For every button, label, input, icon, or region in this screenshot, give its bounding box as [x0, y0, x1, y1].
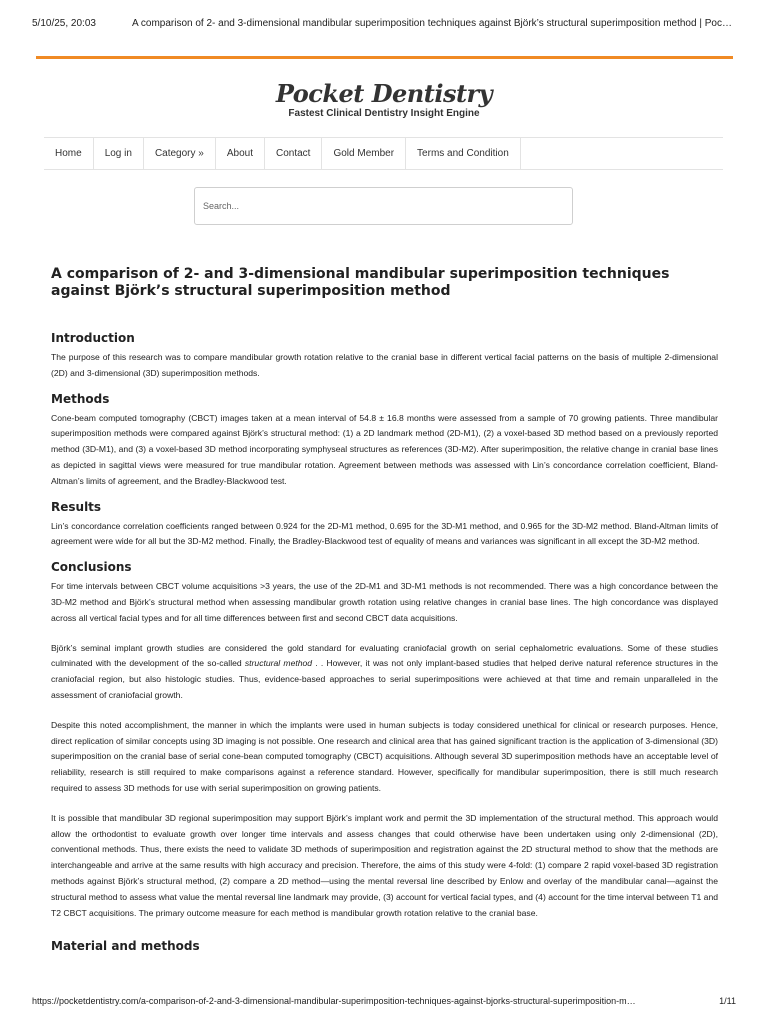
site-logo[interactable]	[0, 80, 768, 120]
materials-heading: Material and methods	[51, 939, 200, 954]
print-footer	[32, 996, 736, 1010]
para1-text-b: . . However, it was not only implant-based studies that helped derive natural reference structures in the craniofacial region, but also histologic studies. Thus, evidence-based approaches to serial superimpositions were achieved at that time and remain unparalleled in the assessment of craniofacial growth.	[51, 658, 718, 700]
body-paragraph-3: It is possible that mandibular 3D regional superimposition may support Björk’s implant work and permit the 3D implementation of the structural method. This approach would allow the orthodontist to evaluate growth over longer time intervals and assess changes that could otherwise have been undertaken using only 2-dimensional (2D), conventional methods. Thus, there exists the need to validate 3D methods of superimposition and registration against the 2D structural method to show that the methods are interchangeable and arrive at the same results with high accuracy and precision. Therefore, the aims of this study were 4-fold: (1) compare 2 rapid voxel-based 3D registration methods against Björk’s structural method, (2) compare a 2D method—using the mental reversal line described by Enlow and overlay of the mandibular canal—against the structural method to assess what value the mental reversal line landmark may provide, (3) account for vertical facial types, and (4) account for the time interval between T1 and T2 CBCT acquisitions. The primary outcome measure for each method is mandibular growth rotation relative to the cranial base.	[51, 812, 718, 918]
print-url: https://pocketdentistry.com/a-comparison-of-2-and-3-dimensional-mandibular-superimposition-techniques-against-bjorks-structural-superimposition-m…	[32, 996, 636, 1006]
methods-paragraph: Cone-beam computed tomography (CBCT) images taken at a mean interval of 54.8 ± 16.8 months were assessed from a sample of 70 growing patients. Three mandibular superimposition methods were compared against Björk’s structural method: (1) a 2D landmark method (2D-M1), (2) a voxel-based 3D method based on a previously reported method (3D-M1), and (3) a voxel-based 3D method incorporating symphyseal structures as references (3D-M2). After superimposition, the relative change in cranial base lines as depicted in sagittal views were measured for true mandibular rotation. Agreement between methods was assessed with Lin’s concordance correlation coefficient, Bland-Altman’s limits of agreement, and the Bradley-Blackwood test.	[51, 412, 718, 486]
results-heading: Results	[51, 499, 102, 514]
nav-category[interactable]: Category »	[143, 138, 215, 169]
structural-method-term: structural method	[244, 658, 313, 669]
conclusions-heading: Conclusions	[51, 560, 132, 575]
print-doc-title: A comparison of 2- and 3-dimensional mandibular superimposition techniques against Björk’s structural superimposition method | Poc…	[132, 18, 732, 29]
intro-heading: Introduction	[51, 331, 135, 345]
intro-paragraph: The purpose of this research was to compare mandibular growth rotation relative to the cranial base in different vertical facial patterns on the basis of multiple 2-dimensional (2D) and 3-dimensional (3D) superimposition methods.	[51, 352, 718, 378]
results-paragraph: Lin’s concordance correlation coefficients ranged between 0.924 for the 2D-M1 method, 0.695 for the 3D-M1 method, and 0.965 for the 3D-M2 method. Bland-Altman limits of agreement were wide for all but the 3D-M2 method. Finally, the Bradley-Blackwood test of equality of means and variances was significant in all except the 3D-M2 method.	[51, 520, 718, 547]
search-input[interactable]	[195, 188, 572, 224]
article-title: A comparison of 2- and 3-dimensional mandibular superimposition techniques against Björk’s structural superimposition method	[51, 266, 670, 299]
site-brand[interactable]: Pocket Dentistry	[275, 79, 493, 108]
methods-heading: Methods	[51, 391, 110, 406]
print-datetime: 5/10/25, 20:03	[32, 18, 96, 29]
main-nav	[44, 137, 723, 170]
accent-divider	[36, 56, 733, 59]
conclusions-paragraph: For time intervals between CBCT volume acquisitions >3 years, the use of the 2D-M1 and 3D-M1 methods is not recommended. There was a high concordance between the 3D-M2 method and Björk’s structural method when assessing mandibular growth rotation using relative changes in cranial base lines. The high concordance was displayed across all vertical facial types and for all time differences between first and second CBCT data acquisitions.	[51, 581, 718, 623]
nav-about[interactable]: About	[215, 138, 264, 169]
nav-contact[interactable]: Contact	[264, 138, 321, 169]
print-header	[32, 18, 736, 32]
nav-home[interactable]: Home	[55, 148, 82, 159]
page-number: 1/11	[719, 996, 736, 1006]
body-paragraph-1	[51, 641, 718, 704]
nav-log-in[interactable]: Log in	[93, 138, 143, 169]
search-box	[194, 187, 573, 225]
article-content	[51, 266, 718, 958]
site-tagline: Fastest Clinical Dentistry Insight Engine	[288, 108, 480, 119]
nav-terms[interactable]: Terms and Condition	[405, 138, 521, 169]
nav-gold-member[interactable]: Gold Member	[321, 138, 405, 169]
body-paragraph-2: Despite this noted accomplishment, the manner in which the implants were used in human subjects is today considered unethical for clinical or research purposes. Hence, direct replication of similar concepts using 3D imaging is not possible. One research and clinical area that has gained significant traction is the application of 3-dimensional (3D) superimposition on the cranial base of serial cone-bean computed tomography (CBCT) acquisitions. Although several 3D superimposition methods have an acceptable level of reliability, research is still required to make comparisons against a reference standard. However, specifically for mandibular superimposition, there is still much research required to assess 3D methods for use with serial superimposition on growing patients.	[51, 719, 718, 793]
para1-text-a: Björk’s seminal implant growth studies are considered the gold standard for evaluating craniofacial growth on serial cephalometric evaluations. Some of these studies culminated with the development of the so-called	[51, 642, 718, 669]
